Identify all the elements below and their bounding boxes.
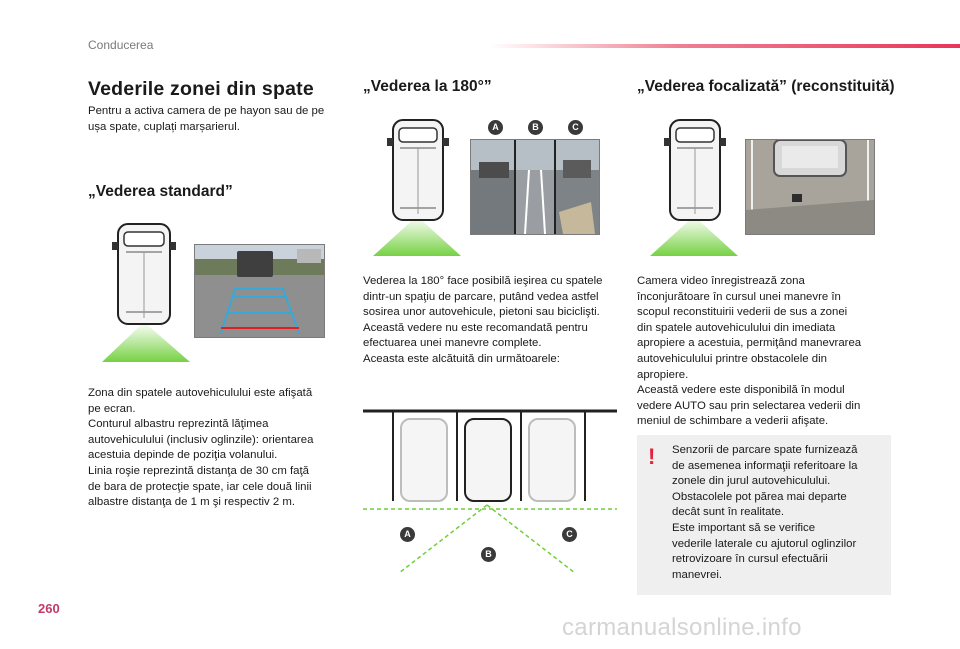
page-number: 260	[38, 601, 60, 616]
text-line: Este important să se verifice	[672, 521, 816, 534]
badge-b: B	[528, 120, 543, 135]
text-line: autovehiculului printre obstacolele din	[637, 352, 827, 365]
van-focused-illustration	[644, 116, 744, 258]
text-line: albastre distanţa de 1 m şi respectiv 2 m.	[88, 496, 296, 509]
text-line: apropiere a acestuia, permiţând manevrarea	[637, 337, 862, 350]
parked-van-left	[401, 419, 447, 501]
van-icon	[112, 224, 176, 324]
focused-view-description	[637, 274, 899, 430]
text-line: vederile laterale cu ajutorul oglinzilor	[672, 537, 857, 550]
intro-line: Pentru a activa camera de pe hayon sau de pe	[88, 105, 325, 117]
view-180-description	[363, 274, 625, 368]
view-180-screen	[470, 139, 600, 235]
text-line: Camera video înregistrează zona	[637, 275, 805, 287]
text-line: acestuia depinde de poziţia volanului.	[88, 449, 278, 462]
diagram-badge-c: C	[562, 527, 577, 542]
text-line: de bara de protecţie spate, iar cele două linii	[88, 480, 312, 493]
parked-van-right	[529, 419, 575, 501]
text-line: scopul reconstituirii vederii de sus a zonei	[637, 306, 848, 319]
badge-a: A	[488, 120, 503, 135]
warning-text	[672, 443, 882, 583]
standard-view-description	[88, 386, 348, 511]
vehicle-ahead	[237, 251, 273, 277]
text-line: Această vedere nu este recomandată pentru	[363, 321, 588, 334]
van-icon	[387, 120, 449, 220]
text-line: înconjurătoare în cursul unei manevre în	[637, 290, 841, 303]
text-line: efectuarea unei manevre complete.	[363, 337, 542, 350]
text-line: vedere AUTO sau prin selectarea vederii din	[637, 399, 861, 412]
van-icon	[664, 120, 726, 220]
text-line: autovehiculului (inclusiv oglinzile): orientarea	[88, 433, 314, 446]
text-line: Linia roşie reprezintă distanţa de 30 cm faţă	[88, 464, 309, 477]
standard-view-title: „Vederea standard”	[88, 183, 233, 200]
standard-view-screen	[194, 244, 325, 338]
text-line: Senzorii de parcare spate furnizează	[672, 444, 858, 456]
watermark: carmanualsonline.info	[562, 614, 802, 641]
diagram-badge-b: B	[481, 547, 496, 562]
text-line: dintr-un spaţiu de parcare, putând vedea astfel	[363, 290, 599, 303]
text-line: decât sunt în realitate.	[672, 506, 785, 519]
text-line: sosirea unor autovehicule, pietoni sau biciclişti.	[363, 306, 600, 319]
badge-c: C	[568, 120, 583, 135]
text-line: apropiere.	[637, 368, 689, 381]
text-line: din spatele autovehiculului din imediata	[637, 321, 836, 334]
text-line: manevrei.	[672, 568, 723, 581]
text-line: Aceasta este alcătuită din următoarele:	[363, 352, 560, 365]
text-line: Această vedere este disponibilă în modul	[637, 384, 845, 397]
text-line: pe ecran.	[88, 402, 136, 415]
text-line: Conturul albastru reprezintă lăţimea	[88, 418, 269, 431]
van-standard-illustration	[98, 222, 198, 364]
diagram-badge-a: A	[400, 527, 415, 542]
camera-field-cone	[102, 322, 190, 362]
text-line: Vederea la 180° face posibilă ieşirea cu spatele	[363, 275, 603, 287]
focused-view-title: „Vederea focalizată” (reconstituită)	[637, 78, 895, 95]
van-180-illustration	[367, 116, 467, 258]
page-title: Vederile zonei din spate	[88, 78, 314, 100]
text-line: Obstacolele pot părea mai departe	[672, 490, 847, 503]
intro-line: ușa spate, cuplați marșarierul.	[88, 120, 240, 133]
text-line: meniul de schimbare a vederii afişate.	[637, 415, 829, 428]
camera-field-cone	[650, 216, 738, 256]
text-line: retrovizoare în cursul efectuării	[672, 553, 828, 566]
text-line: de asemenea informaţii referitoare la	[672, 459, 858, 472]
header-accent-line	[490, 44, 960, 48]
view-180-title: „Vederea la 180°”	[363, 78, 492, 95]
section-label: Conducerea	[88, 38, 154, 52]
intro-text	[88, 104, 348, 135]
focused-view-screen	[745, 139, 875, 235]
text-line: Zona din spatele autovehiculului este afişată	[88, 387, 313, 399]
camera-field-cone	[373, 216, 461, 256]
own-van	[465, 419, 511, 501]
text-line: zonele din jurul autovehiculului.	[672, 475, 831, 488]
exclamation-icon: !	[648, 444, 656, 469]
